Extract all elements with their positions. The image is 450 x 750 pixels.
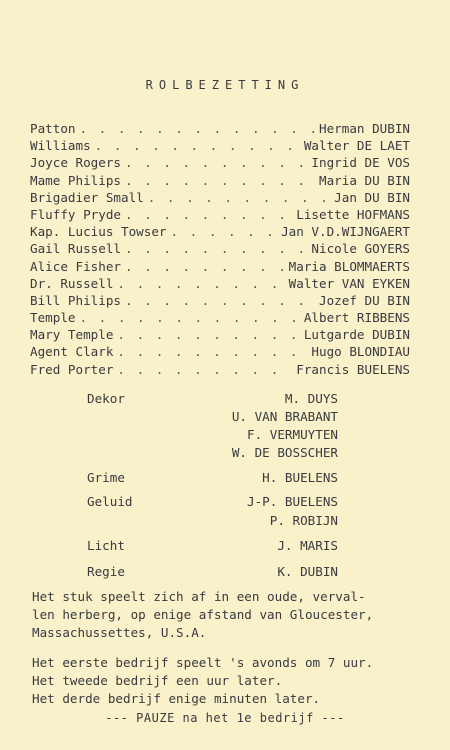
act-timing: Het derde bedrijf enige minuten later.: [32, 691, 321, 706]
role-name: Fred Porter: [30, 361, 114, 377]
actor-name: Lisette HOFMANS: [296, 206, 410, 222]
actor-name: Walter VAN EYKEN: [288, 275, 410, 291]
crew-name: U. VAN BRABANT: [231, 409, 338, 424]
crew-label-dekor: Dekor: [87, 391, 125, 406]
performance-notes: [32, 588, 427, 708]
crew-label-regie: Regie: [87, 564, 125, 579]
role-name: Mame Philips: [30, 172, 121, 188]
role-name: Agent Clark: [30, 344, 114, 360]
actor-name: Nicole GOYERS: [311, 241, 410, 257]
crew-label-geluid: Geluid: [87, 494, 133, 509]
actor-name: Ingrid DE VOS: [311, 155, 410, 171]
crew-name: W. DE BOSSCHER: [231, 445, 338, 460]
actor-name: Maria DU BIN: [319, 172, 410, 188]
crew-name: H. BUELENS: [262, 470, 338, 485]
actor-name: Jozef DU BIN: [319, 292, 410, 308]
role-name: Brigadier Small: [30, 189, 144, 205]
role-name: Kap. Lucius Towser: [30, 224, 167, 240]
role-name: Gail Russell: [30, 241, 121, 257]
role-name: Dr. Russell: [30, 275, 114, 291]
intermission-note: --- PAUZE na het 1e bedrijf ---: [105, 711, 345, 725]
actor-name: Herman DUBIN: [319, 121, 410, 136]
role-name: Mary Temple: [30, 327, 114, 343]
crew-name: M. DUYS: [284, 391, 338, 406]
crew-label-licht: Licht: [87, 538, 125, 553]
crew-name: K. DUBIN: [277, 564, 338, 579]
role-name: Fluffy Pryde: [30, 206, 121, 222]
crew-name: P. ROBIJN: [269, 513, 338, 528]
role-name: Joyce Rogers: [30, 155, 121, 171]
setting-text: Het stuk speelt zich af in een oude, verval-: [32, 589, 366, 604]
actor-name: Lutgarde DUBIN: [303, 327, 410, 343]
page-title: ROLBEZETTING: [145, 78, 305, 92]
role-name: Alice Fisher: [30, 258, 121, 274]
role-name: Temple: [30, 310, 76, 326]
setting-text: Massachussettes, U.S.A.: [32, 625, 207, 640]
actor-name: Walter DE LAET: [303, 138, 410, 154]
role-name: Bill Philips: [30, 292, 121, 308]
actor-name: Jan DU BIN: [334, 189, 410, 205]
crew-label-grime: Grime: [87, 470, 125, 485]
crew-name: J. MARIS: [277, 538, 338, 553]
actor-name: Hugo BLONDIAU: [311, 344, 410, 360]
actor-name: Francis BUELENS: [296, 361, 410, 377]
role-name: Williams: [30, 138, 91, 154]
act-timing: Het eerste bedrijf speelt 's avonds om 7 uur.: [32, 655, 374, 670]
setting-text: len herberg, op enige afstand van Gloucester,: [32, 607, 374, 622]
actor-name: Maria BLOMMAERTS: [288, 258, 410, 274]
crew-name: J-P. BUELENS: [247, 494, 338, 509]
actor-name: Albert RIBBENS: [303, 310, 410, 326]
crew-name: F. VERMUYTEN: [247, 427, 338, 442]
role-name: Patton: [30, 121, 76, 136]
actor-name: Jan V.D.WIJNGAERT: [281, 224, 410, 240]
act-timing: Het tweede bedrijf een uur later.: [32, 673, 283, 688]
